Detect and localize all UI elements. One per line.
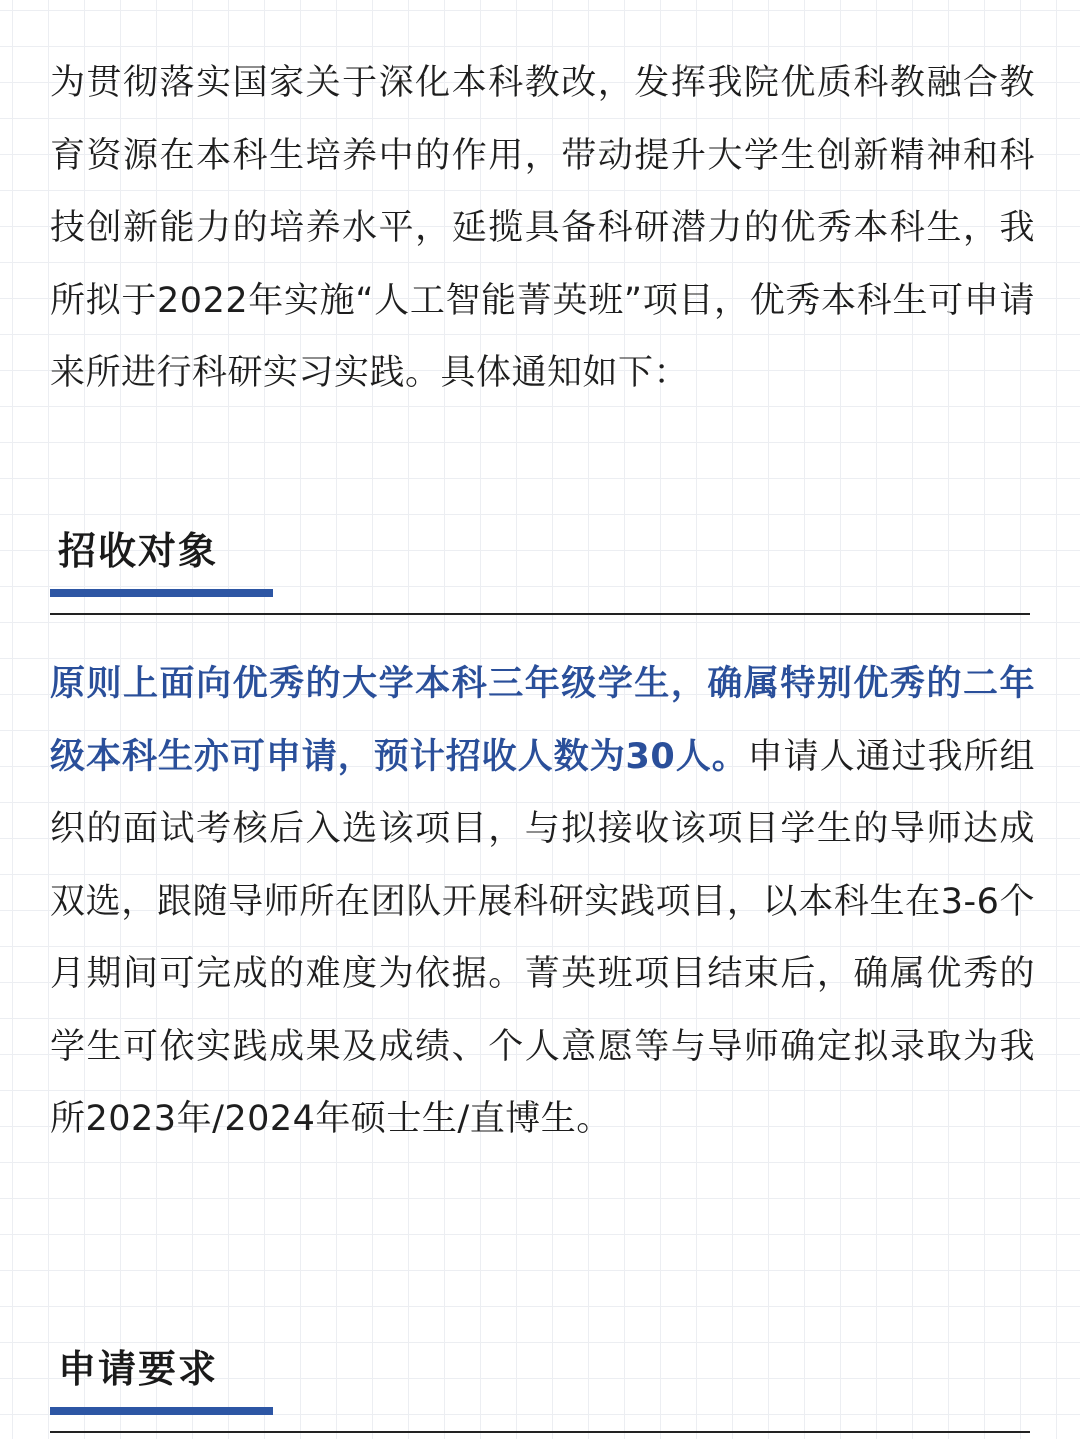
intro-paragraph: 为贯彻落实国家关于深化本科教改，发挥我院优质科教融合教育资源在本科生培养中的作用，带动提升大学生创新精神和科技创新能力的培养水平，延揽具备科研潜力的优秀本科生，我所拟于2022年实施“人工智能菁英班”项目，优秀本科生可申请来所进行科研实习实践。具体通知如下： bbox=[50, 63, 1035, 393]
recruitment-details-text: 申请人通过我所组织的面试考核后入选该项目，与拟接收该项目学生的导师达成双选，跟随导师所在团队开展科研实践项目，以本科生在3-6个月期间可完成的难度为依据。菁英班项目结束后，确属优秀的学生可依实践成果及成绩、个人意愿等与导师确定拟录取为我所2023年/2024年硕士生/直博生。 bbox=[50, 736, 1035, 1139]
heading-accent-bar bbox=[50, 1407, 273, 1415]
recruitment-target-paragraph bbox=[50, 648, 1035, 1156]
heading-accent-bar bbox=[50, 589, 273, 597]
highlighted-eligibility-text: 原则上面向优秀的大学本科三年级学生，确属特别优秀的二年级本科生亦可申请，预计招收人数为30人。 bbox=[50, 664, 1035, 777]
section-heading-application-requirements: 申请要求 bbox=[58, 1347, 219, 1391]
section-divider bbox=[50, 1431, 1030, 1433]
section-heading-recruitment-target: 招收对象 bbox=[58, 529, 219, 573]
section-divider bbox=[50, 613, 1030, 615]
